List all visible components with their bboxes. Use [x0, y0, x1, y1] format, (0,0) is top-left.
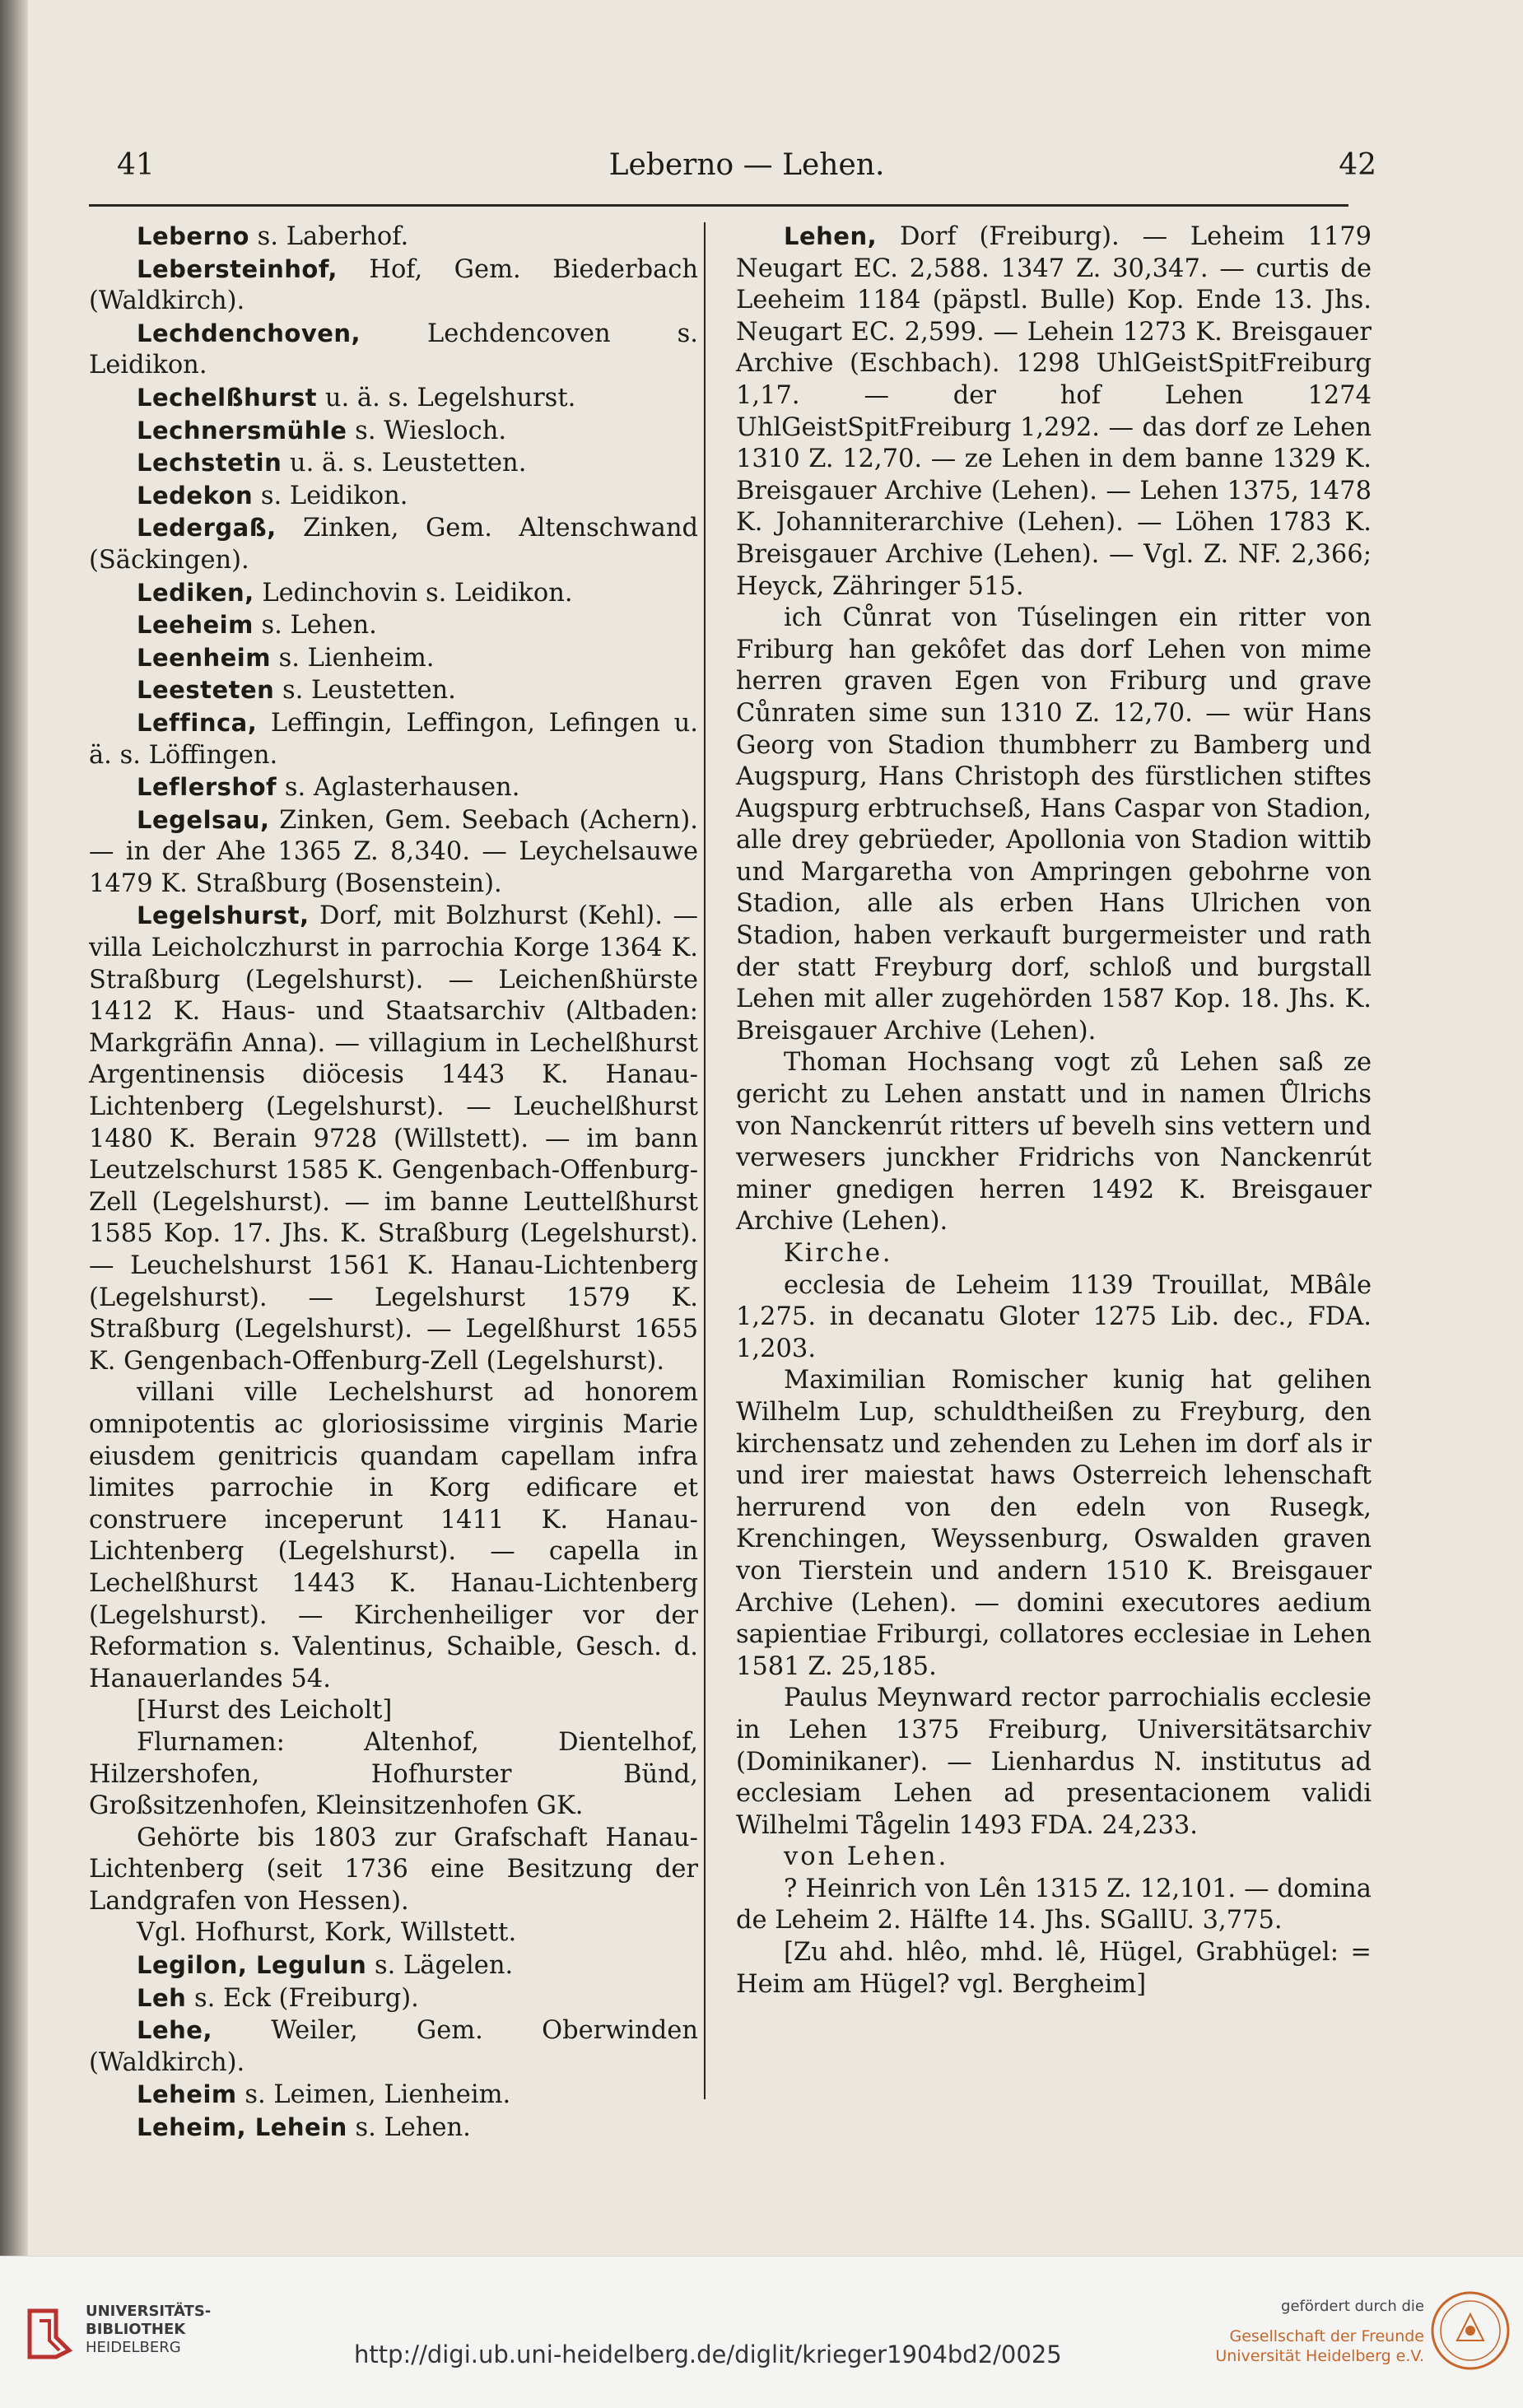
library-name-line3: HEIDELBERG — [86, 2339, 181, 2356]
entry-text: Lechdencoven s. Leidikon. — [89, 319, 698, 380]
entry-headword: Lechdenchoven, — [137, 319, 361, 347]
university-seal-icon — [1429, 2289, 1511, 2372]
dictionary-entry — [89, 382, 698, 415]
entry-paragraph — [736, 603, 1372, 1047]
library-name — [86, 2303, 211, 2357]
entry-paragraph — [89, 1727, 698, 1823]
permalink-url[interactable]: http://digi.ub.uni-heidelberg.de/diglit/krieger1904bd2/0025 — [354, 2340, 1062, 2368]
dictionary-entry — [89, 480, 698, 513]
entry-text: Dorf, mit Bolzhurst (Kehl). — villa Leicholczhurst in parrochia Korge 1364 K. Straßburg (Legelshurst). — Leichenßhürste 1412 K. Haus- und Staatsarchiv (Altbaden: Markgräfin Anna). — villagium in Lechelßhurst Argentinensis diöcesis 1443 K. Hanau-Lichtenberg (Legelshurst). — Leuchelßhurst 1480 K. Berain 9728 (Willstett). — im bann Leutzelschurst 1585 K. Gengenbach-Offenburg-Zell (Legelshurst). — im banne Leuttelßhurst 1585 Kop. 17. Jhs. K. Straßburg (Legelshurst). — Leuchelshurst 1561 K. Hanau-Lichtenberg (Legelshurst). — Legelshurst 1579 K. Straßburg (Legelshurst). — Legelßhurst 1655 K. Gengenbach-Offenburg-Zell (Legelshurst). — [89, 901, 698, 1376]
entry-text: Zinken, Gem. Seebach (Achern). — in der Ahe 1365 Z. 8,340. — Leychelsauwe 1479 K. Straßburg (Bosenstein). — [89, 805, 698, 898]
entry-text: ? Heinrich von Lên 1315 Z. 12,101. — domina de Leheim 2. Hälfte 14. Jhs. SGallU. 3,775. — [736, 1874, 1372, 1935]
entry-paragraph — [736, 1270, 1372, 1366]
entry-text: s. Lehen. — [253, 611, 377, 640]
entry-text: Vgl. Hofhurst, Kork, Willstett. — [137, 1918, 517, 1948]
entry-paragraph — [736, 1365, 1372, 1683]
entry-text: s. Leidikon. — [253, 481, 408, 510]
entry-text: villani ville Lechelshurst ad honorem omnipotentis ac gloriosissime virginis Marie eiusdem genitricis quandam capellam infra limites parrochie in Korg edificare et construere inceperunt 1411 K. Hanau-Lichtenberg (Legelshurst). — capella in Lechelßhurst 1443 K. Hanau-Lichtenberg (Legelshurst). — Kirchenheiliger vor der Reformation s. Valentinus, Schaible, Gesch. d. Hanauerlandes 54. — [89, 1378, 698, 1693]
dictionary-entry — [89, 642, 698, 675]
entry-text: s. Wiesloch. — [347, 416, 507, 445]
entry-text: Gehörte bis 1803 zur Grafschaft Hanau-Lichtenberg (seit 1736 eine Besitzung der Landgrafen von Hessen). — [89, 1823, 698, 1916]
dictionary-entry — [89, 771, 698, 804]
entry-headword: Lechnersmühle — [137, 416, 347, 445]
dictionary-entry — [89, 2112, 698, 2145]
entry-headword: Lebersteinhof, — [137, 254, 338, 283]
entry-headword: Lechstetin — [137, 449, 282, 477]
entry-text: Maximilian Romischer kunig hat gelihen Wilhelm Lup, schuldtheißen zu Freyburg, den kirchensatz und zehenden zu Lehen im dorf als ir und irer maiestat haws Osterreich lehenschaft herrurend von den edeln von Rusegk, Krenchingen, Weyssenburg, Oswalden graven von Tierstein und andern 1510 K. Breisgauer Archive (Lehen). — domini executores aedium sapientiae Friburgi, collatores ecclesiae in Lehen 1581 Z. 25,185. — [736, 1366, 1372, 1681]
dictionary-entry — [89, 254, 698, 318]
entry-headword: Leberno — [137, 222, 249, 250]
dictionary-entry — [89, 2014, 698, 2079]
entry-paragraph — [736, 1937, 1372, 2000]
dictionary-entry — [89, 318, 698, 382]
entry-headword: Lediken, — [137, 578, 254, 607]
entry-text: Flurnamen: Altenhof, Dientelhof, Hilzershofen, Hofhurster Bünd, Großsitzenhofen, Kleinsitzenhofen GK. — [89, 1727, 698, 1821]
entry-text: [Hurst des Leicholt] — [137, 1696, 393, 1726]
page-number-right: 42 — [1339, 148, 1376, 182]
entry-headword: Legelsau, — [137, 805, 270, 834]
running-header — [117, 148, 1376, 198]
entry-paragraph — [89, 1695, 698, 1727]
entry-text: u. ä. s. Legelshurst. — [317, 383, 576, 412]
dictionary-entry — [89, 512, 698, 576]
entry-headword: Legelshurst, — [137, 901, 310, 930]
entry-text: s. Lehen. — [347, 2113, 471, 2143]
digitization-footer — [0, 2256, 1523, 2408]
dictionary-entry — [89, 577, 698, 610]
entry-headword: Lechelßhurst — [137, 383, 318, 412]
entry-text: s. Leustetten. — [274, 676, 456, 706]
entry-text: Kirche. — [784, 1239, 893, 1268]
dictionary-entry — [89, 221, 698, 254]
entry-headword: Lehen, — [784, 222, 878, 250]
entry-text: ecclesia de Leheim 1139 Trouillat, MBâle 1,275. in decanatu Gloter 1275 Lib. dec., FDA. 1,203. — [736, 1270, 1372, 1363]
entry-text: Paulus Meynward rector parrochialis ecclesie in Lehen 1375 Freiburg, Universitätsarchiv (Dominikaner). — Lienhardus N. institutus ad ecclesiam Lehen ad presentacionem validi Wilhelmi Tågelin 1493 FDA. 24,233. — [736, 1684, 1372, 1840]
entry-text: Leffingin, Leffingon, Lefingen u. ä. s. Löffingen. — [89, 708, 698, 770]
entry-text: s. Lägelen. — [366, 1951, 514, 1981]
entry-headword: Leh — [137, 1983, 187, 2012]
entry-text: s. Lienheim. — [270, 643, 435, 673]
entry-text: Weiler, Gem. Oberwinden (Waldkirch). — [89, 2016, 698, 2077]
entry-text: ich Cůnrat von Túselingen ein ritter von Friburg han gekôfet das dorf Lehen von mime herren graven Egen von Friburg und grave Cůnraten sime sun 1310 Z. 12,70. — wür Hans Georg von Stadion thumbherr zu Bamberg und Augspurg, Hans Christoph des fürstlichen stiftes Augspurg erbtruchseß, Hans Caspar von Stadion, alle drey gebrüeder, Apollonia von Stadion wittib und Margaretha von Ampringen gebohrne von Stadion, alle als erben Hans Ulrichen von Stadion, haben verkauft burgermeister und rath der statt Freyburg dorf, schloß und burgstall Lehen mit aller zugehörden 1587 Kop. 18. Jhs. K. Breisgauer Archive (Lehen). — [736, 603, 1372, 1046]
left-column — [89, 221, 698, 2145]
entry-paragraph — [736, 1238, 1372, 1270]
library-name-line1: UNIVERSITÄTS- — [86, 2303, 212, 2320]
header-rule — [89, 204, 1348, 207]
entry-headword: Leeheim — [137, 611, 254, 640]
dictionary-entry — [89, 1949, 698, 1982]
ub-heidelberg-logo-icon — [23, 2304, 76, 2364]
entry-headword: Leflershof — [137, 773, 277, 802]
entry-paragraph — [736, 1874, 1372, 1937]
entry-text: s. Aglasterhausen. — [277, 773, 520, 803]
dictionary-entry — [89, 447, 698, 480]
entry-text: Ledinchovin s. Leidikon. — [254, 578, 573, 608]
entry-paragraph — [736, 1842, 1372, 1874]
entry-headword: Leesteten — [137, 676, 275, 705]
entry-paragraph — [736, 1683, 1372, 1842]
entry-headword: Leheim — [137, 2080, 237, 2109]
entry-text: s. Leimen, Lienheim. — [236, 2080, 511, 2110]
page-number-left: 41 — [117, 148, 155, 182]
entry-text: s. Laberhof. — [249, 222, 409, 251]
entry-headword: Ledergaß, — [137, 514, 277, 543]
sponsor-label: gefördert durch die — [1281, 2298, 1424, 2315]
entry-text: u. ä. s. Leustetten. — [282, 449, 527, 478]
dictionary-entry — [89, 674, 698, 707]
sponsor-name-line2: Universität Heidelberg e.V. — [1215, 2347, 1424, 2365]
entry-headword: Leffinca, — [137, 708, 258, 737]
dictionary-entry — [89, 2079, 698, 2112]
dictionary-entry — [89, 707, 698, 771]
entry-paragraph — [89, 1917, 698, 1949]
sponsor-block — [1215, 2298, 1424, 2366]
entry-paragraph — [89, 1823, 698, 1918]
dictionary-entry — [89, 900, 698, 1377]
entry-text: Thoman Hochsang vogt zů Lehen saß ze gericht zu Lehen anstatt und in namen Ůlrichs von Nanckenrút ritters uf bevelh sins vettern und verwesers junckher Fridrichs von Nanckenrút miner gnedigen herren 1492 K. Breisgauer Archive (Lehen). — [736, 1048, 1372, 1237]
entry-headword: Leheim, Lehein — [137, 2113, 347, 2142]
entry-headword: Leenheim — [137, 643, 271, 672]
entry-text: Hof, Gem. Biederbach (Waldkirch). — [89, 254, 698, 316]
entry-text: s. Eck (Freiburg). — [186, 1983, 419, 2013]
sponsor-name-line1: Gesellschaft der Freunde — [1229, 2327, 1424, 2345]
dictionary-entry — [736, 221, 1372, 603]
entry-paragraph — [736, 1047, 1372, 1238]
entry-text: [Zu ahd. hlêo, mhd. lê, Hügel, Grabhügel: = Heim am Hügel? vgl. Bergheim] — [736, 1938, 1372, 1999]
entry-text: Zinken, Gem. Altenschwand (Säckingen). — [89, 514, 698, 575]
entry-headword: Ledekon — [137, 481, 254, 510]
dictionary-entry — [89, 415, 698, 448]
running-title: Leberno — Lehen. — [608, 148, 885, 182]
dictionary-entry — [89, 1982, 698, 2015]
library-name-line2: BIBLIOTHEK — [86, 2321, 186, 2338]
entry-text: von Lehen. — [784, 1842, 949, 1872]
scan-page-edge — [0, 0, 28, 2256]
entry-headword: Legilon, Legulun — [137, 1951, 367, 1980]
column-divider — [704, 222, 706, 2099]
entry-headword: Lehe, — [137, 2016, 212, 2045]
entry-text: Dorf (Freiburg). — Leheim 1179 Neugart EC. 2,588. 1347 Z. 30,347. — curtis de Leeheim 1184 (päpstl. Bulle) Kop. Ende 13. Jhs. Neugart EC. 2,599. — Lehein 1273 K. Breisgauer Archive (Eschbach). 1298 UhlGeistSpitFreiburg 1,17. — der hof Lehen 1274 UhlGeistSpitFreiburg 1,292. — das dorf ze Lehen 1310 Z. 12,70. — ze Lehen in dem banne 1329 K. Breisgauer Archive (Lehen). — Lehen 1375, 1478 K. Johanniterarchive (Lehen). — Löhen 1783 K. Breisgauer Archive (Lehen). — Vgl. Z. NF. 2,366; Heyck, Zähringer 515. — [736, 222, 1372, 601]
right-column — [713, 221, 1372, 2000]
dictionary-entry — [89, 609, 698, 642]
dictionary-entry — [89, 804, 698, 901]
entry-paragraph — [89, 1377, 698, 1695]
